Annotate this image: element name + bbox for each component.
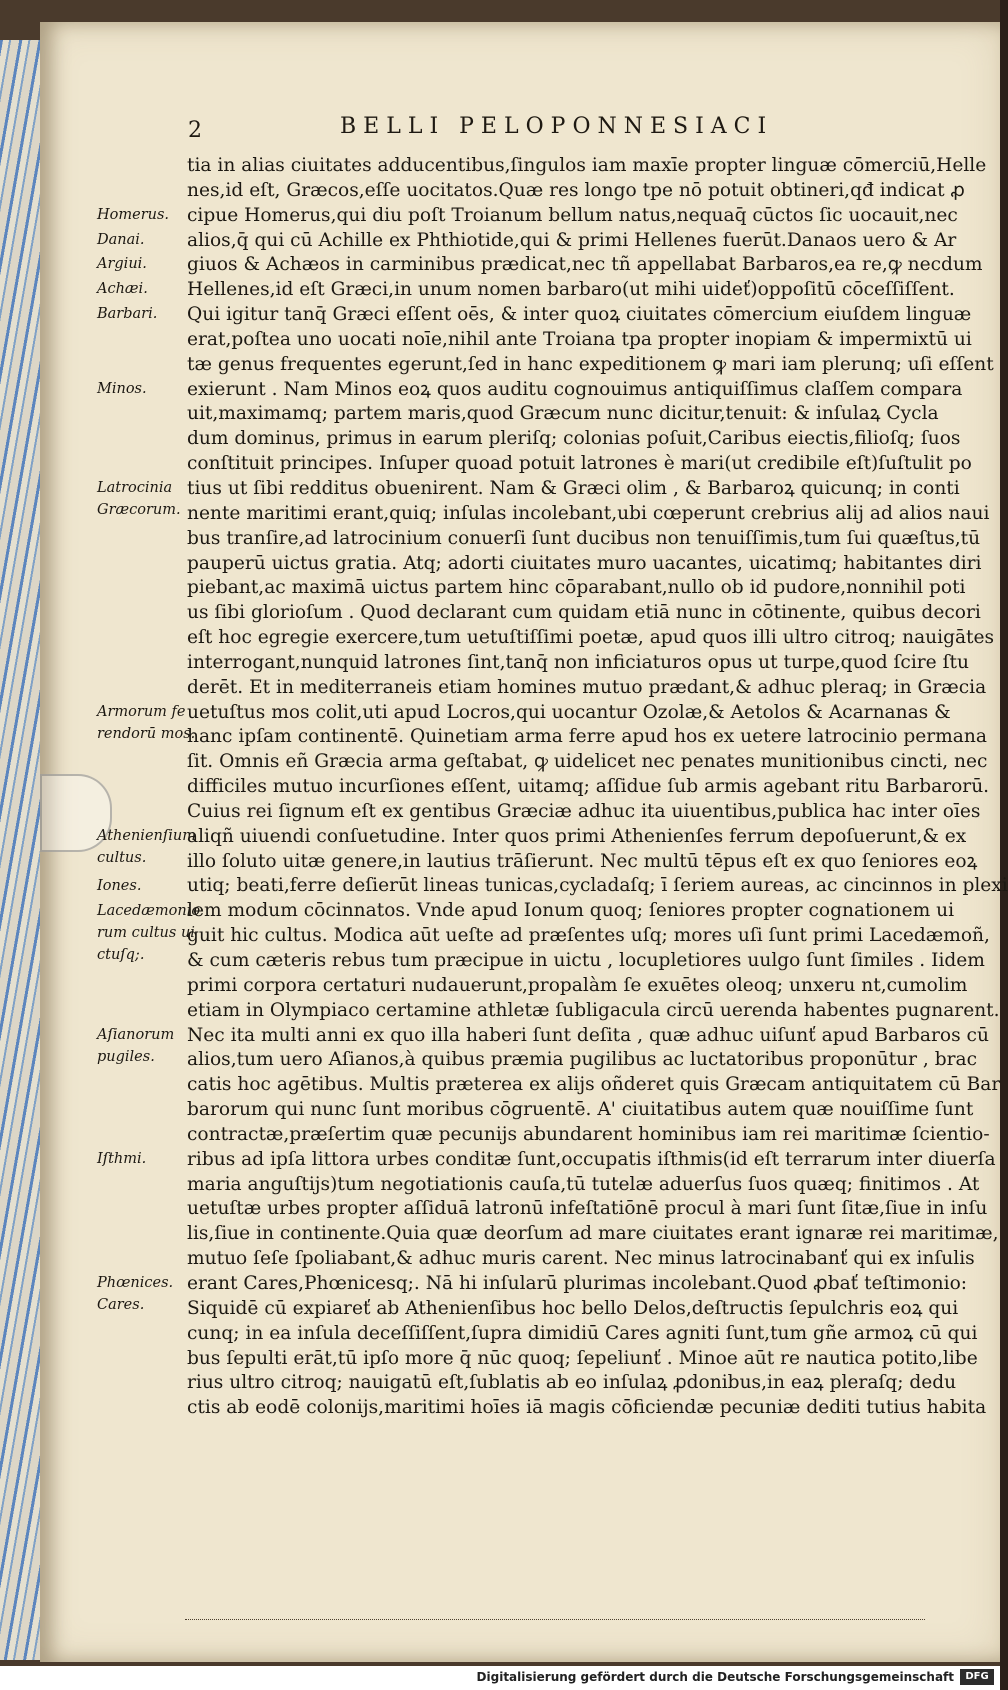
text-line: barorum qui nunc ſunt moribus cōgruentē. A' ciuitatibus autem quæ nouiſſime ſunt: [187, 1099, 974, 1121]
marbled-book-edge: [0, 40, 42, 1660]
text-line: eſt hoc egregie exercere,tum uetuſtiſſimi poetæ, apud quos illi ultro citroq; nauigātes: [187, 627, 995, 649]
text-line: nente maritimi erant,quiq; inſulas incolebant,ubi cœperunt crebrius alij ad alios naui: [187, 502, 990, 524]
page-number: 2: [188, 118, 202, 143]
text-line: cunq; in ea inſula deceſſiſſent,ſupra dimidiū Cares agniti ſunt,tum gñe armoꝝ cū qui: [187, 1322, 978, 1344]
margin-note: [97, 378, 187, 400]
text-line: tius ut ſibi redditus obuenirent. Nam & Græci olim , & Barbaroꝝ quicunq; in conti: [187, 477, 960, 499]
text-line: hanc ipſam continentē. Quinetiam arma ferre apud hos ex uetere latrocinio permana: [187, 726, 987, 748]
text-line: utiq; beati,ferre deſierūt lineas tunicas,cycladaſq; ī ſeriem aureas, ac cincinnos in plexi: [187, 875, 1008, 897]
text-line: illo ſoluto uitæ genere,in lautius trāſierunt. Nec multū tēpus eſt ex quo ſeniores eoꝝ: [187, 850, 978, 872]
page-header: [40, 112, 1000, 152]
margin-note-line: Minos.: [97, 380, 147, 397]
margin-note: [97, 900, 201, 966]
margin-note: [97, 701, 196, 745]
margin-note-line: Phœnices.: [97, 1275, 174, 1292]
running-title: BELLI PELOPONNESIACI: [340, 114, 774, 139]
margin-note-line: ctuſq;.: [97, 946, 145, 963]
margin-note-line: Armorum fe: [97, 703, 186, 720]
text-line: ſit. Omnis eñ Græcia arma geſtabat, ꝙ uidelicet nec penates munitionibus cincti, nec: [187, 751, 988, 773]
text-line: Hellenes,id eſt Græci,in unum nomen barbaro(ut mihi uideť)oppoſitū cōceſſiſſent.: [187, 279, 955, 301]
text-line: ribus ad ipſa littora urbes conditæ ſunt,occupatis iſthmis(id eſt terrarum inter diuerſa: [187, 1148, 996, 1170]
margin-note: [97, 875, 187, 897]
text-line: pauperū uictus gratia. Atq; adorti ciuitates muro uacantes, uicatimq; habitantes diri: [187, 552, 982, 574]
margin-note: [97, 253, 187, 275]
text-line: mutuo ſeſe ſpoliabant,& adhuc muris carent. Nec minus latrocinabanť qui ex inſulis: [187, 1248, 975, 1270]
text-line: primi corpora certaturi nudauerunt,propalàm ſe exuētes oleoq; unxeru nt,cumolim: [187, 974, 968, 996]
text-line: piebant,ac maximā uictus partem hinc cōparabant,nullo ob id pudore,nonnihil poti: [187, 577, 966, 599]
text-line: cipue Homerus,qui diu poſt Troianum bellum natus,nequaq̄ cūctos ſic uocauit,nec: [187, 204, 958, 226]
margin-note-line: Cares.: [97, 1297, 145, 1314]
margin-note: [97, 303, 187, 325]
text-line: uit,maximamq; partem maris,quod Græcum nunc dicitur,tenuit: & inſulaꝝ Cycla: [187, 403, 939, 425]
text-line: contractæ,præſertim quæ pecunijs abundarent hominibus iam rei maritimæ ſcientio-: [187, 1123, 990, 1145]
text-line: exierunt . Nam Minos eoꝝ quos auditu cognouimus antiquiſſimus claſſem compara: [187, 378, 963, 400]
margin-note: [97, 204, 187, 226]
text-line: Qui igitur tanq̄ Græci eſſent oēs, & inter quoꝝ ciuitates cōmercium eiuſdem linguæ: [187, 304, 972, 326]
text-line: alios,tum uero Aſianos,à quibus præmia pugilibus ac luctatoribus proponūtur , brac: [187, 1049, 978, 1071]
text-line: erant Cares,Phœnicesq;. Nā hi inſularū plurimas incolebant.Quod ꝓbať teſtimonio:: [187, 1272, 968, 1294]
funding-credit: Digitalisierung gefördert durch die Deutsche Forschungsgemeinschaft: [476, 1670, 954, 1684]
text-line: maria anguſtijs)tum negotiationis cauſa,tū tutelæ aduerſus ſuos quæq; finitimos . At: [187, 1173, 980, 1195]
text-line: us ſibi glorioſum . Quod declarant cum quidam etiā nunc in cōtinente, quibus decori: [187, 602, 981, 624]
text-line: Nec ita multi anni ex quo illa haberi ſunt deſita , quæ adhuc uiſunť apud Barbaros cū: [187, 1024, 989, 1046]
book-page: [40, 22, 1008, 1662]
body-text: [187, 154, 1008, 1421]
margin-note-line: rum cultus ui: [97, 924, 195, 941]
text-line: tæ genus frequentes egerunt,ſed in hanc expeditionem ꝙ mari iam plerunq; uſi eſſent: [187, 353, 994, 375]
text-line: dum dominus, primus in earum pleriſq; colonias poſuit,Caribus eiectis,filioſq; ſuos: [187, 428, 961, 450]
margin-note-line: Latrocinia: [97, 480, 173, 497]
margin-note: [97, 825, 196, 869]
margin-note: [97, 229, 187, 251]
margin-note-line: Iones.: [97, 877, 142, 894]
text-line: nes,id eſt, Græcos,eſſe uocitatos.Quæ res longo tpe nō potuit obtineri,qđ indicat ꝓ: [187, 179, 965, 201]
text-line: uetuſtæ urbes propter aſſiduā latronū infeſtatiōnē procul à mari ſunt ſitæ,ſiue in inſu: [187, 1198, 988, 1220]
text-line: derēt. Et in mediterraneis etiam homines mutuo prædant,& adhuc pleraq; in Græcia: [187, 676, 987, 698]
text-line: catis hoc agētibus. Multis præterea ex alijs oñderet quis Græcam antiquitatem cū Bar: [187, 1074, 1001, 1096]
text-line: Cuius rei ſignum eſt ex gentibus Græciæ adhuc ita uiuentibus,publica hac inter oīes: [187, 800, 981, 822]
margin-note-line: Homerus.: [97, 206, 170, 223]
text-line: alios,q̄ qui cū Achille ex Phthiotide,qui & primi Hellenes fuerūt.Danaos uero & Ar: [187, 229, 957, 251]
text-line: lis,ſiue in continente.Quia quæ deorſum ad mare ciuitates erant ignaræ rei maritimæ,: [187, 1223, 999, 1245]
text-line: bus ſepulti erāt,tū ipſo more q̄ nūc quoq; ſepeliunť . Minoe aūt re nautica potito,libe: [187, 1347, 978, 1369]
margin-note-line: Lacedæmonio: [97, 902, 201, 919]
margin-note: [97, 1272, 187, 1316]
margin-note-line: rendorū mos.: [97, 725, 196, 742]
text-line: conſtituit principes. Inſuper quoad potuit latrones è mari(ut credibile eſt)ſuſtulit po: [187, 453, 972, 475]
bottom-rule: [185, 1619, 925, 1622]
margin-note-line: Argiui.: [97, 256, 147, 273]
margin-note-line: pugiles.: [97, 1048, 155, 1065]
margin-note: [97, 278, 187, 300]
margin-note-line: Athenienſium: [97, 827, 196, 844]
text-line: interrogant,nunquid latrones ſint,tanq̄ non inficiaturos opus ut turpe,quod ſcire ſtu: [187, 651, 969, 673]
margin-note: [97, 1148, 187, 1170]
text-line: aliqñ uiuendi conſuetudine. Inter quos primi Athenienſes ferrum depoſuerunt,& ex: [187, 825, 967, 847]
margin-note-line: Danai.: [97, 231, 145, 248]
text-line: guit hic cultus. Modica aūt ueſte ad præſentes uſq; mores uſi ſunt primi Lacedæmoñ,: [187, 925, 990, 947]
text-line: giuos & Achæos in carminibus prædicat,nec tñ appellabat Barbaros,ea re,ꝙ necdum: [187, 254, 983, 276]
dfg-logo: DFG: [960, 1669, 994, 1685]
margin-note-line: cultus.: [97, 849, 147, 866]
margin-note-line: Aſianorum: [97, 1026, 175, 1043]
text-line: bus tranſire,ad latrocinium conuerſi ſunt ducibus non tenuiſſimis,tum ſui quæſtus,tū: [187, 527, 981, 549]
margin-note-line: Græcorum.: [97, 502, 181, 519]
text-line: ctis ab eodē colonijs,maritimi hoīes iā magis cōficiendæ pecuniæ dediti tutius habita: [187, 1397, 987, 1419]
margin-note: [97, 1024, 187, 1068]
text-line: uetuſtus mos colit,uti apud Locros,qui uocantur Ozolæ,& Aetolos & Acarnanas &: [187, 701, 951, 723]
text-line: & cum cæteris rebus tum præcipue in uictu , locupletiores uulgo ſunt ſimiles . Iidem: [187, 950, 985, 971]
text-line: etiam in Olympiaco certamine athletæ ſubligacula circū uerenda habentes pugnarent.: [187, 999, 1000, 1021]
margin-note-line: Achæi.: [97, 281, 148, 298]
text-line: tia in alias ciuitates adducentibus,ſingulos iam maxīe propter linguæ cōmerciū,Helle: [187, 155, 987, 176]
digitization-footer: [0, 1666, 1000, 1690]
text-line: erat,poſtea uno uocati noīe,nihil ante Troiana tpa propter inopiam & impermixtū ui: [187, 328, 972, 350]
text-line: lem modum cōcinnatos. Vnde apud Ionum quoq; ſeniores propter cognationem ui: [187, 900, 955, 922]
margin-note-line: Barbari.: [97, 306, 158, 323]
text-line: rius ultro citroq; nauigatū eſt,ſublatis ab eo inſulaꝝ ꝓdonibus,in eaꝝ pleraſq; dedu: [187, 1372, 957, 1394]
text-line: difficiles mutuo incurſiones eſſent, uitamq; aſſidue ſub armis agebant ritu Barbarorū.: [187, 776, 990, 798]
text-line: Siquidē cū expiareť ab Athenienſibus hoc bello Delos,deſtructis ſepulchris eoꝝ qui: [187, 1297, 959, 1319]
margin-note: [97, 477, 187, 521]
margin-note-line: Iſthmi.: [97, 1151, 147, 1167]
